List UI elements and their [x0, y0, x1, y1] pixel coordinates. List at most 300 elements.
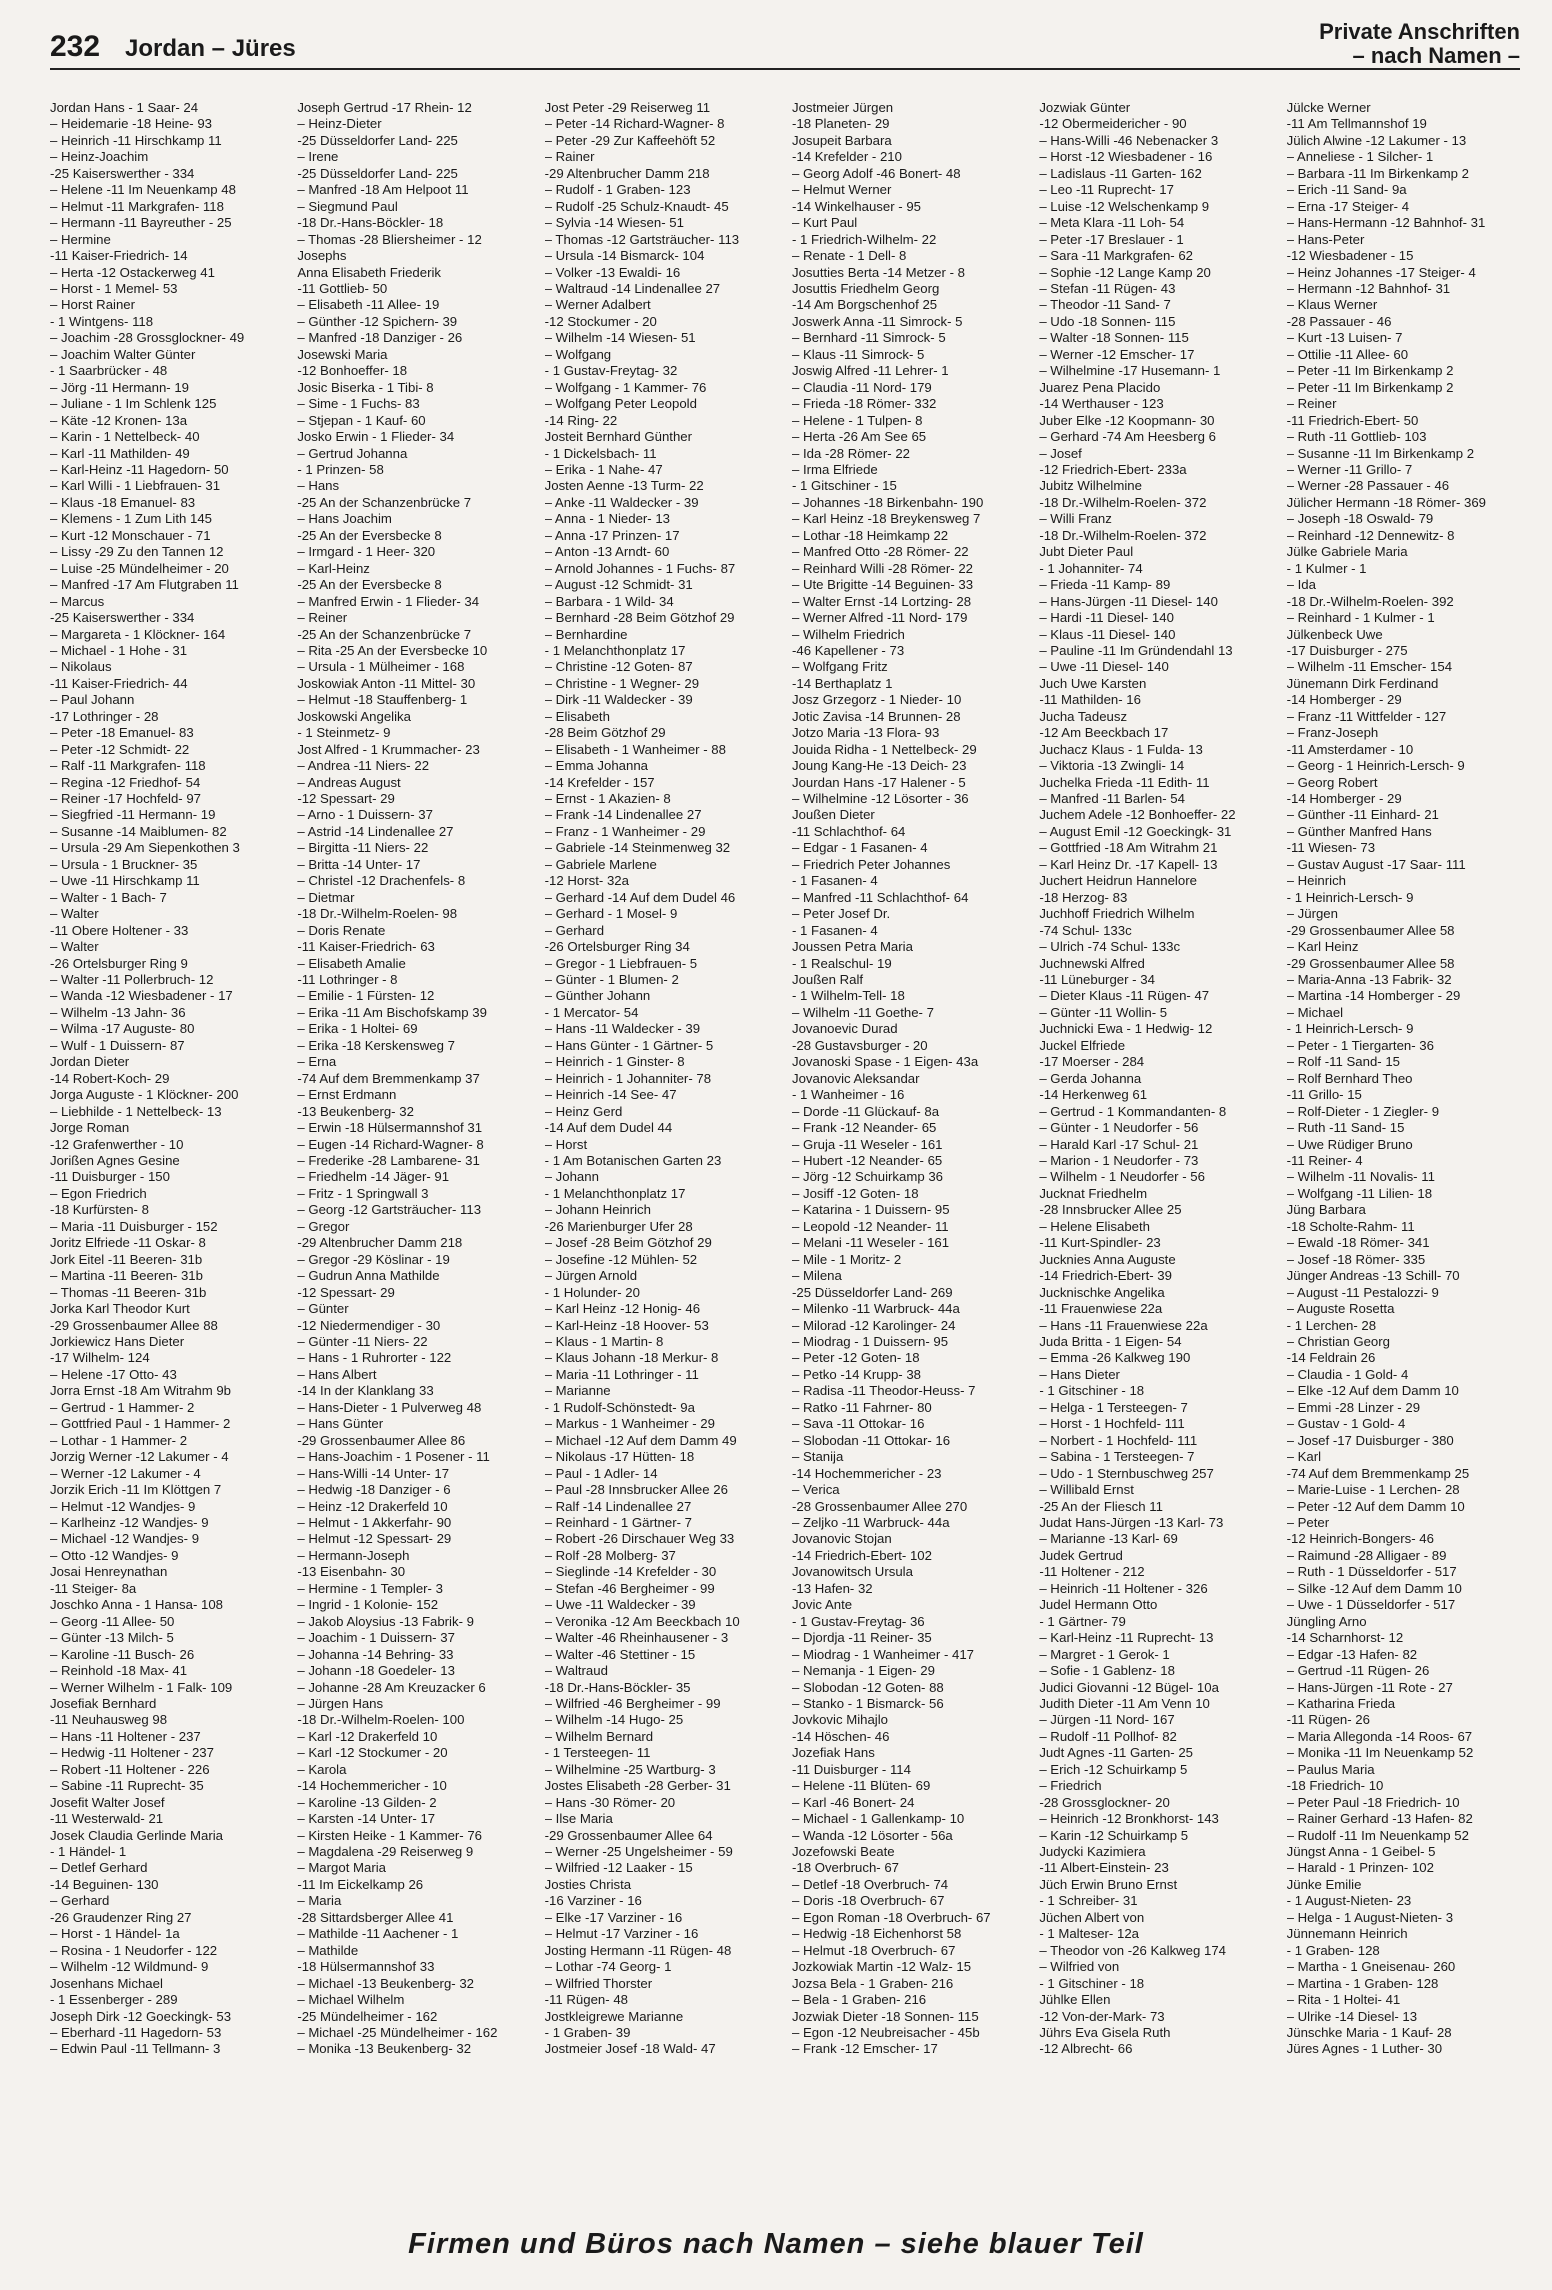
- directory-entry-line: - 1 Händel- 1: [50, 1844, 127, 1860]
- directory-entry-line: – Willibald Ernst: [1039, 1482, 1134, 1498]
- directory-entry-line: – Thomas -12 Gartsträucher- 113: [544, 231, 740, 247]
- directory-entry-line: – Barbara - 1 Wild- 34: [544, 593, 674, 609]
- directory-entry-line: – Marion - 1 Neudorfer - 73: [1039, 1153, 1199, 1168]
- directory-entry-line: Jünke Emilie: [1286, 1876, 1362, 1892]
- directory-entry-line: – Heinrich - 1 Johanniter- 78: [544, 1070, 712, 1086]
- directory-entry-line: – Gustav - 1 Gold- 4: [1286, 1416, 1406, 1432]
- directory-entry-line: -11 Mathilden- 16: [1039, 692, 1141, 708]
- directory-entry-line: -11 Lothringer - 8: [297, 972, 398, 988]
- directory-entry-line: – Josef: [1039, 445, 1082, 461]
- directory-entry-line: Joswerk Anna -11 Simrock- 5: [791, 313, 963, 329]
- directory-entry-line: – Martina -11 Beeren- 31b: [50, 1268, 203, 1284]
- directory-entry-line: – Joseph -18 Oswald- 79: [1286, 511, 1434, 527]
- directory-entry-line: – Peter -14 Richard-Wagner- 8: [544, 116, 725, 132]
- directory-entry-line: – Günter -13 Milch- 5: [50, 1630, 174, 1646]
- directory-entry-line: -11 Rügen- 26: [1286, 1712, 1370, 1728]
- directory-entry-line: – Hans-Willi -46 Nebenacker 3: [1039, 132, 1219, 148]
- directory-entry-line: – Arno - 1 Duissern- 37: [297, 807, 433, 823]
- directory-entry-line: -25 An der Eversbecke 8: [297, 577, 442, 593]
- directory-entry-line: – Heinrich -11 Hirschkamp 11: [50, 132, 222, 148]
- directory-entry-line: – Peter Josef Dr.: [791, 906, 891, 922]
- directory-entry-line: – Josef -18 Römer- 335: [1286, 1251, 1426, 1267]
- directory-entry-line: -28 Grossglockner- 20: [1039, 1794, 1170, 1810]
- directory-entry-line: – Heinrich -11 Holtener - 326: [1039, 1580, 1208, 1596]
- directory-entry-line: – Rolf-Dieter - 1 Ziegler- 9: [1286, 1103, 1440, 1119]
- directory-entry-line: Jorißen Agnes Gesine: [50, 1153, 180, 1168]
- directory-entry-line: -26 Ortelsburger Ring 34: [544, 939, 690, 955]
- directory-entry-line: – Christian Georg: [1286, 1333, 1390, 1349]
- page-header: [50, 20, 1520, 70]
- directory-entry-line: -28 Innsbrucker Allee 25: [1039, 1202, 1182, 1218]
- directory-entry-line: – Hermine: [50, 231, 111, 247]
- directory-entry-line: -11 Kaiser-Friedrich- 63: [297, 939, 435, 955]
- directory-entry-line: – Luise -12 Welschenkamp 9: [1039, 198, 1210, 214]
- directory-entry-line: – Ernst - 1 Akazien- 8: [544, 791, 671, 807]
- directory-entry-line: - 1 Gustav-Freytag- 32: [544, 363, 678, 379]
- directory-entry-line: - 1 Gärtner- 79: [1039, 1613, 1126, 1629]
- directory-entry-line: – Gottfried -18 Am Witrahm 21: [1039, 840, 1218, 856]
- directory-entry-line: - 1 Malteser- 12a: [1039, 1926, 1139, 1942]
- directory-entry-line: – Miodrag - 1 Duissern- 95: [791, 1333, 949, 1349]
- directory-entry-line: - 1 Fasanen- 4: [791, 922, 878, 938]
- directory-entry-line: - 1 Heinrich-Lersch- 9: [1286, 889, 1414, 905]
- directory-entry-line: – Joachim Walter Günter: [50, 346, 196, 362]
- directory-entry-line: – Pauline -11 Im Gründendahl 13: [1039, 642, 1233, 658]
- directory-entry-line: – Robert -11 Holtener - 226: [50, 1761, 210, 1777]
- page-number: 232: [50, 30, 101, 63]
- directory-entry-line: Josupeit Barbara: [791, 132, 892, 148]
- directory-entry-line: – Edwin Paul -11 Tellmann- 3: [50, 2041, 221, 2057]
- directory-entry-line: - 1 Gitschiner - 18: [1039, 1383, 1145, 1399]
- directory-entry-line: – Walter -46 Stettiner - 15: [544, 1646, 696, 1662]
- directory-entry-line: – Günter - 1 Neudorfer - 56: [1039, 1120, 1199, 1136]
- directory-entry-line: -11 Neuhausweg 98: [50, 1712, 168, 1728]
- directory-entry-line: – Manfred -18 Am Helpoot 11: [297, 182, 469, 198]
- directory-entry-line: – Maria: [297, 1893, 342, 1909]
- directory-entry-line: -18 Overbruch- 67: [791, 1860, 899, 1876]
- directory-entry-line: – Franz - 1 Wanheimer - 29: [544, 823, 706, 839]
- directory-entry-line: Jubt Dieter Paul: [1039, 544, 1134, 560]
- directory-entry-line: Jorka Karl Theodor Kurt: [50, 1301, 190, 1317]
- directory-entry-line: – Georg Adolf -46 Bonert- 48: [791, 165, 961, 181]
- directory-entry-line: – Helmut -12 Spessart- 29: [297, 1531, 452, 1547]
- directory-entry-line: – Hans-Dieter - 1 Pulverweg 48: [297, 1399, 482, 1415]
- directory-entry-line: -11 Steiger- 8a: [50, 1580, 137, 1596]
- directory-entry-line: -17 Moerser - 284: [1039, 1054, 1145, 1070]
- directory-entry-line: Josenhans Michael: [50, 1975, 163, 1991]
- directory-entry-line: – Hardi -11 Diesel- 140: [1039, 610, 1174, 626]
- directory-entry-line: Jubitz Wilhelmine: [1039, 478, 1142, 494]
- directory-entry-line: Josewski Maria: [297, 346, 388, 362]
- directory-entry-line: – Wolfgang -11 Lilien- 18: [1286, 1185, 1433, 1201]
- directory-entry-line: – Günther Johann: [544, 988, 651, 1004]
- section-title-line2: – nach Namen –: [1352, 43, 1520, 68]
- directory-entry-line: – Liebhilde - 1 Nettelbeck- 13: [50, 1103, 222, 1119]
- directory-entry-line: – Stanija: [791, 1449, 844, 1465]
- directory-entry-line: – Walter -46 Rheinhausener - 3: [544, 1630, 729, 1646]
- directory-entry-line: – Karl Willi - 1 Liebfrauen- 31: [50, 478, 221, 494]
- directory-entry-line: – Bernhard -28 Beim Götzhof 29: [544, 610, 735, 626]
- directory-entry-line: – Wilhelmine -17 Husemann- 1: [1039, 363, 1221, 379]
- directory-entry-line: – Siegfried -11 Hermann- 19: [50, 807, 216, 823]
- directory-entry-line: – Helene -17 Otto- 43: [50, 1366, 177, 1382]
- directory-entry-line: - 1 Am Botanischen Garten 23: [544, 1153, 722, 1168]
- directory-entry-line: Jüngst Anna - 1 Geibel- 5: [1286, 1844, 1436, 1860]
- directory-entry-line: – Lothar - 1 Hammer- 2: [50, 1432, 188, 1448]
- directory-entry-line: - 1 Johanniter- 74: [1039, 560, 1143, 576]
- directory-entry-line: – Heinrich -12 Bronkhorst- 143: [1039, 1811, 1219, 1827]
- directory-entry-line: – Melani -11 Weseler - 161: [791, 1235, 950, 1251]
- directory-entry-line: Juber Elke -12 Koopmann- 30: [1039, 412, 1215, 428]
- directory-entry-line: -12 Spessart- 29: [297, 791, 395, 807]
- directory-entry-line: Juda Britta - 1 Eigen- 54: [1039, 1333, 1182, 1349]
- directory-entry-line: -28 Gustavsburger - 20: [791, 1037, 928, 1053]
- directory-entry-line: – Gerda Johanna: [1039, 1070, 1142, 1086]
- directory-entry-line: – Juliane - 1 Im Schlenk 125: [50, 396, 217, 412]
- directory-entry-line: Jünschke Maria - 1 Kauf- 28: [1286, 2025, 1452, 2041]
- directory-entry-line: – Herta -26 Am See 65: [791, 429, 927, 445]
- directory-entry-line: -25 Düsseldorfer Land- 225: [297, 132, 458, 148]
- directory-entry-line: – Heinz-Dieter: [297, 116, 382, 132]
- directory-entry-line: – Elisabeth -11 Allee- 19: [297, 297, 440, 313]
- directory-entry-line: – Jörg -11 Hermann- 19: [50, 379, 190, 395]
- directory-entry-line: – Peter -17 Breslauer - 1: [1039, 231, 1184, 247]
- directory-entry-line: Jülke Gabriele Maria: [1286, 544, 1408, 560]
- directory-entry-line: – Willi Franz: [1039, 511, 1112, 527]
- directory-entry-line: Judel Hermann Otto: [1039, 1597, 1158, 1613]
- directory-entry-line: – Karoline -11 Busch- 26: [50, 1646, 195, 1662]
- directory-entry-line: Jorra Ernst -18 Am Witrahm 9b: [50, 1383, 232, 1399]
- directory-entry-line: – Karl: [1286, 1449, 1322, 1465]
- directory-entry-line: – Gertrud -11 Rügen- 26: [1286, 1663, 1430, 1679]
- directory-entry-line: – Margareta - 1 Klöckner- 164: [50, 626, 226, 642]
- directory-entry-line: – Mile - 1 Moritz- 2: [791, 1251, 902, 1267]
- directory-entry-line: – Bela - 1 Graben- 216: [791, 1992, 927, 2008]
- directory-entry-line: -12 Stockumer - 20: [544, 313, 657, 329]
- directory-entry-line: – Waltraud -14 Lindenallee 27: [544, 280, 721, 296]
- directory-entry-line: – Reiner -17 Hochfeld- 97: [50, 791, 202, 807]
- directory-entry-line: – Uwe -11 Hirschkamp 11: [50, 873, 200, 889]
- directory-entry-line: – Jakob Aloysius -13 Fabrik- 9: [297, 1613, 474, 1629]
- directory-entry-line: Juchnicki Ewa - 1 Hedwig- 12: [1039, 1021, 1213, 1037]
- directory-entry-line: – Hans Günter: [297, 1416, 384, 1432]
- directory-entry-line: – Milenko -11 Warbruck- 44a: [791, 1301, 960, 1317]
- directory-entry-line: – Sabine -11 Ruprecht- 35: [50, 1778, 204, 1794]
- directory-entry-line: -12 Grafenwerther - 10: [50, 1136, 184, 1152]
- directory-entry-line: -11 Obere Holtener - 33: [50, 922, 189, 938]
- directory-entry-line: -12 Bonhoeffer- 18: [297, 363, 408, 379]
- directory-entry-line: – Wolfgang: [544, 346, 612, 362]
- directory-entry-line: – Walter: [50, 906, 99, 922]
- directory-entry-line: -25 Düsseldorfer Land- 269: [791, 1284, 953, 1300]
- directory-entry-line: – Claudia -11 Nord- 179: [791, 379, 932, 395]
- directory-entry-line: -11 Albert-Einstein- 23: [1039, 1860, 1169, 1876]
- directory-entry-line: Josek Claudia Gerlinde Maria: [50, 1827, 223, 1843]
- directory-entry-line: Joschko Anna - 1 Hansa- 108: [50, 1597, 224, 1613]
- directory-entry-line: – Marie-Luise - 1 Lerchen- 28: [1286, 1482, 1460, 1498]
- directory-entry-line: – Kurt -12 Monschauer - 71: [50, 527, 211, 543]
- directory-entry-line: Jorzik Erich -11 Im Klöttgen 7: [50, 1482, 222, 1498]
- directory-entry-line: Jostkleigrewe Marianne: [544, 2008, 684, 2024]
- directory-entry-line: – Wilhelmine -25 Wartburg- 3: [544, 1761, 716, 1777]
- directory-entry-line: – Reinhold -18 Max- 41: [50, 1663, 188, 1679]
- directory-entry-line: Jüng Barbara: [1286, 1202, 1366, 1218]
- directory-entry-line: Josic Biserka - 1 Tibi- 8: [297, 379, 434, 395]
- directory-entry-line: – Käte -12 Kronen- 13a: [50, 412, 188, 428]
- directory-entry-line: Joußen Dieter: [791, 807, 875, 823]
- directory-entry-line: -11 Kurt-Spindler- 23: [1039, 1235, 1161, 1251]
- directory-entry-line: Joseph Dirk -12 Goeckingk- 53: [50, 2008, 232, 2024]
- directory-entry-line: – Jürgen: [1286, 906, 1338, 922]
- directory-entry-line: – Wanda -12 Wiesbadener - 17: [50, 988, 233, 1004]
- directory-entry-line: -11 Kaiser-Friedrich- 44: [50, 675, 188, 691]
- directory-entry-line: – Johanna -14 Behring- 33: [297, 1646, 454, 1662]
- directory-entry-line: – Erna: [297, 1054, 337, 1070]
- directory-entry-line: – Michael - 1 Hohe - 31: [50, 642, 188, 658]
- directory-entry-line: -74 Auf dem Bremmenkamp 25: [1286, 1465, 1470, 1481]
- directory-entry-line: – Irma Elfriede: [791, 461, 878, 477]
- directory-entry-line: – Luise -25 Mündelheimer - 20: [50, 560, 229, 576]
- directory-entry-line: – Elisabeth Amalie: [297, 955, 406, 971]
- directory-entry-line: Jorga Auguste - 1 Klöckner- 200: [50, 1087, 239, 1103]
- directory-entry-line: – Horst - 1 Hochfeld- 111: [1039, 1416, 1185, 1432]
- directory-column-2: [297, 100, 530, 2150]
- directory-entry-line: – Hubert -12 Neander- 65: [791, 1153, 943, 1168]
- directory-entry-line: – Friedhelm -14 Jäger- 91: [297, 1169, 450, 1185]
- directory-entry-line: -29 Grossenbaumer Allee 58: [1286, 922, 1455, 938]
- directory-entry-line: – Egon Friedrich: [50, 1185, 147, 1201]
- directory-entry-line: Jovanoevic Durad: [791, 1021, 898, 1037]
- directory-entry-line: – Georg - 1 Heinrich-Lersch- 9: [1286, 758, 1465, 774]
- directory-entry-line: Jovanovic Stojan: [791, 1531, 892, 1547]
- directory-entry-line: Jorkiewicz Hans Dieter: [50, 1333, 185, 1349]
- directory-entry-line: – Rolf -11 Sand- 15: [1286, 1054, 1401, 1070]
- directory-entry-line: Juch Uwe Karsten: [1039, 675, 1147, 691]
- directory-entry-line: – Stjepan - 1 Kauf- 60: [297, 412, 426, 428]
- directory-entry-line: – Slobodan -12 Goten- 88: [791, 1679, 944, 1695]
- directory-entry-line: -29 Grossenbaumer Allee 64: [544, 1827, 713, 1843]
- directory-entry-line: -14 Krefelder - 210: [791, 149, 902, 165]
- directory-entry-line: – Gerhard -74 Am Heesberg 6: [1039, 429, 1216, 445]
- directory-entry-line: – Paulus Maria: [1286, 1761, 1375, 1777]
- directory-entry-line: – Ursula -14 Bismarck- 104: [544, 248, 705, 264]
- directory-entry-line: – Paul - 1 Adler- 14: [544, 1465, 658, 1481]
- directory-entry-line: – Peter -18 Emanuel- 83: [50, 725, 194, 741]
- directory-entry-line: – Hermine - 1 Templer- 3: [297, 1580, 443, 1596]
- directory-entry-line: Joskowski Angelika: [297, 708, 411, 724]
- directory-entry-line: Jovanowitsch Ursula: [791, 1564, 913, 1580]
- directory-entry-line: – Barbara -11 Im Birkenkamp 2: [1286, 165, 1469, 181]
- directory-entry-line: – Ratko -11 Fahrner- 80: [791, 1399, 932, 1415]
- directory-entry-line: – Johann: [544, 1169, 599, 1185]
- directory-entry-line: – Gertrud - 1 Hammer- 2: [50, 1399, 195, 1415]
- directory-entry-line: – Wilfried von: [1039, 1959, 1120, 1975]
- directory-entry-line: – Anke -11 Waldecker - 39: [544, 494, 699, 510]
- directory-entry-line: – Karl-Heinz: [297, 560, 370, 576]
- directory-entry-line: – Heidemarie -18 Heine- 93: [50, 116, 212, 132]
- directory-entry-line: – Viktoria -13 Zwingli- 14: [1039, 758, 1185, 774]
- directory-entry-line: – Margot Maria: [297, 1860, 387, 1876]
- directory-entry-line: Jostmeier Jürgen: [791, 100, 894, 115]
- directory-entry-line: – Ute Brigitte -14 Beguinen- 33: [791, 577, 974, 593]
- directory-entry-line: – Helga - 1 Tersteegen- 7: [1039, 1399, 1188, 1415]
- directory-entry-line: Jucknischke Angelika: [1039, 1284, 1165, 1300]
- directory-entry-line: – Wilhelm -14 Wiesen- 51: [544, 330, 696, 346]
- directory-entry-line: -11 Friedrich-Ebert- 50: [1286, 412, 1419, 428]
- directory-entry-line: – Rita - 1 Holtei- 41: [1286, 1992, 1401, 2008]
- directory-entry-line: – Walter: [50, 939, 99, 955]
- directory-entry-line: – Rosina - 1 Neudorfer - 122: [50, 1942, 218, 1958]
- directory-entry-line: – Frieda -11 Kamp- 89: [1039, 577, 1171, 593]
- directory-columns: [50, 100, 1520, 2150]
- directory-entry-line: – Nikolaus -17 Hütten- 18: [544, 1449, 695, 1465]
- directory-entry-line: -18 Hülsermannshof 33: [297, 1959, 435, 1975]
- directory-entry-line: – Walter -11 Pollerbruch- 12: [50, 972, 214, 988]
- directory-entry-line: – Rainer Gerhard -13 Hafen- 82: [1286, 1811, 1473, 1827]
- directory-entry-line: – Miodrag - 1 Wanheimer - 417: [791, 1646, 975, 1662]
- directory-entry-line: – Gudrun Anna Mathilde: [297, 1268, 440, 1284]
- directory-entry-line: – Ralf -14 Lindenallee 27: [544, 1498, 692, 1514]
- directory-entry-line: – Doris Renate: [297, 922, 386, 938]
- directory-entry-line: -74 Auf dem Bremmenkamp 37: [297, 1070, 480, 1086]
- directory-entry-line: – Reiner: [297, 610, 348, 626]
- directory-entry-line: – Wulf - 1 Duissern- 87: [50, 1037, 185, 1053]
- directory-entry-line: -14 Hochemmericher - 10: [297, 1778, 447, 1794]
- directory-entry-line: – Arnold Johannes - 1 Fuchs- 87: [544, 560, 736, 576]
- directory-entry-line: - 1 Lerchen- 28: [1286, 1317, 1377, 1333]
- directory-entry-line: -14 Am Borgschenhof 25: [791, 297, 938, 313]
- directory-entry-line: – Irmgard - 1 Heer- 320: [297, 544, 436, 560]
- directory-entry-line: Jostes Elisabeth -28 Gerber- 31: [544, 1778, 731, 1794]
- directory-entry-line: – Dirk -11 Waldecker - 39: [544, 692, 693, 708]
- directory-entry-line: – Reinhard - 1 Gärtner- 7: [544, 1514, 692, 1530]
- directory-entry-line: – Ladislaus -11 Garten- 162: [1039, 165, 1202, 181]
- directory-entry-line: – Monika -11 Im Neuenkamp 52: [1286, 1745, 1474, 1761]
- directory-entry-line: – Wilhelm Friedrich: [791, 626, 905, 642]
- directory-entry-line: -11 Reiner- 4: [1286, 1153, 1363, 1168]
- directory-entry-line: – Otto -12 Wandjes- 9: [50, 1547, 179, 1563]
- directory-entry-line: – Michael -12 Wandjes- 9: [50, 1531, 200, 1547]
- directory-entry-line: – Peter Paul -18 Friedrich- 10: [1286, 1794, 1460, 1810]
- directory-entry-line: – Karl Heinz -12 Honig- 46: [544, 1301, 701, 1317]
- directory-entry-line: – Gerhard -14 Auf dem Dudel 46: [544, 889, 736, 905]
- directory-entry-line: - 1 Gustav-Freytag- 36: [791, 1613, 925, 1629]
- directory-entry-line: – Hans Albert: [297, 1366, 377, 1382]
- directory-entry-line: Joskowiak Anton -11 Mittel- 30: [297, 675, 476, 691]
- directory-entry-line: – Rudolf - 1 Graben- 123: [544, 182, 691, 198]
- directory-entry-line: – Ottilie -11 Allee- 60: [1286, 346, 1409, 362]
- directory-entry-line: – Manfred -17 Am Flutgraben 11: [50, 577, 239, 593]
- directory-entry-line: – Katharina Frieda: [1286, 1695, 1396, 1711]
- directory-entry-line: -11 Im Eickelkamp 26: [297, 1876, 424, 1892]
- directory-entry-line: Jozwiak Günter: [1039, 100, 1131, 115]
- directory-entry-line: – Wilhelm -12 Wildmund- 9: [50, 1959, 209, 1975]
- directory-entry-line: – Hermann -11 Bayreuther - 25: [50, 215, 232, 231]
- directory-entry-line: – Raimund -28 Alligaer - 89: [1286, 1547, 1447, 1563]
- directory-entry-line: -11 Frauenwiese 22a: [1039, 1301, 1163, 1317]
- directory-entry-line: Jorzig Werner -12 Lakumer - 4: [50, 1449, 229, 1465]
- directory-entry-line: -13 Beukenberg- 32: [297, 1103, 414, 1119]
- directory-entry-line: -29 Grossenbaumer Allee 58: [1286, 955, 1455, 971]
- directory-entry-line: – Ruth - 1 Düsseldorfer - 517: [1286, 1564, 1457, 1580]
- directory-entry-line: – Dietmar: [297, 889, 355, 905]
- directory-entry-line: -18 Dr.-Wilhelm-Roelen- 98: [297, 906, 458, 922]
- directory-entry-line: – Gregor: [297, 1218, 350, 1234]
- directory-entry-line: – Frieda -18 Römer- 332: [791, 396, 937, 412]
- directory-entry-line: -13 Hafen- 32: [791, 1580, 873, 1596]
- directory-entry-line: -11 Wiesen- 73: [1286, 840, 1376, 856]
- directory-entry-line: Josten Aenne -13 Turm- 22: [544, 478, 704, 494]
- directory-entry-line: – Petko -14 Krupp- 38: [791, 1366, 922, 1382]
- directory-entry-line: – Franz -11 Wittfelder - 127: [1286, 708, 1447, 724]
- directory-entry-line: – Manfred -11 Schlachthof- 64: [791, 889, 969, 905]
- directory-entry-line: - 1 Dickelsbach- 11: [544, 445, 657, 461]
- directory-entry-line: – Lissy -29 Zu den Tannen 12: [50, 544, 224, 560]
- directory-entry-line: – Peter -11 Im Birkenkamp 2: [1286, 379, 1454, 395]
- directory-entry-line: – Frank -12 Neander- 65: [791, 1120, 937, 1136]
- directory-entry-line: Jovic Ante: [791, 1597, 853, 1613]
- directory-entry-line: – Karl -46 Bonert- 24: [791, 1794, 915, 1810]
- directory-entry-line: – Helmut -18 Overbruch- 67: [791, 1942, 956, 1958]
- directory-entry-line: – Edgar -13 Hafen- 82: [1286, 1646, 1418, 1662]
- directory-entry-line: – Walter - 1 Bach- 7: [50, 889, 167, 905]
- directory-entry-line: – Nemanja - 1 Eigen- 29: [791, 1663, 935, 1679]
- directory-entry-line: – Anton -13 Arndt- 60: [544, 544, 670, 560]
- directory-entry-line: – Renate - 1 Dell- 8: [791, 248, 907, 264]
- directory-entry-line: – Susanne -14 Maiblumen- 82: [50, 823, 227, 839]
- directory-entry-line: – Ingrid - 1 Kolonie- 152: [297, 1597, 439, 1613]
- directory-entry-line: - 1 Steinmetz- 9: [297, 725, 391, 741]
- directory-entry-line: – Horst Rainer: [50, 297, 136, 313]
- directory-entry-line: – Peter -29 Zur Kaffeehöft 52: [544, 132, 716, 148]
- directory-entry-line: – Rudolf -25 Schulz-Knaudt- 45: [544, 198, 729, 214]
- directory-entry-line: -18 Planeten- 29: [791, 116, 890, 132]
- directory-entry-line: - 1 Heinrich-Lersch- 9: [1286, 1021, 1414, 1037]
- directory-entry-line: – Stefan -11 Rügen- 43: [1039, 280, 1176, 296]
- directory-entry-line: -26 Ortelsburger Ring 9: [50, 955, 188, 971]
- directory-entry-line: -12 Heinrich-Bongers- 46: [1286, 1531, 1434, 1547]
- directory-entry-line: – Marcus: [50, 593, 105, 609]
- directory-entry-line: -18 Kurfürsten- 8: [50, 1202, 149, 1218]
- directory-entry-line: – Radisa -11 Theodor-Heuss- 7: [791, 1383, 976, 1399]
- directory-entry-line: – Uwe - 1 Düsseldorfer - 517: [1286, 1597, 1456, 1613]
- directory-entry-line: – Helmut - 1 Akkerfahr- 90: [297, 1514, 452, 1530]
- directory-entry-line: - 1 Wintgens- 118: [50, 313, 154, 329]
- directory-entry-line: -25 An der Fliesch 11: [1039, 1498, 1163, 1514]
- directory-entry-line: – Paul Johann: [50, 692, 135, 708]
- directory-entry-line: – Magdalena -29 Reiserweg 9: [297, 1844, 474, 1860]
- directory-entry-line: – Milorad -12 Karolinger- 24: [791, 1317, 956, 1333]
- directory-entry-line: – Reinhard - 1 Kulmer - 1: [1286, 610, 1435, 626]
- directory-entry-line: – Günther Manfred Hans: [1286, 823, 1432, 839]
- directory-entry-line: Jovanoski Spase - 1 Eigen- 43a: [791, 1054, 979, 1070]
- directory-entry-line: – Ernst Erdmann: [297, 1087, 397, 1103]
- directory-entry-line: -18 Dr.-Wilhelm-Roelen- 372: [1039, 494, 1207, 510]
- directory-entry-line: - 1 Mercator- 54: [544, 1004, 639, 1020]
- directory-entry-line: - 1 Melanchthonplatz 17: [544, 642, 686, 658]
- directory-entry-line: Jülcke Werner: [1286, 100, 1371, 115]
- directory-entry-line: – Wilfried -12 Laaker - 15: [544, 1860, 693, 1876]
- directory-entry-line: -14 Beguinen- 130: [50, 1876, 159, 1892]
- directory-entry-line: – Emilie - 1 Fürsten- 12: [297, 988, 435, 1004]
- directory-entry-line: – Karoline -13 Gilden- 2: [297, 1794, 437, 1810]
- directory-entry-line: – Werner Wilhelm - 1 Falk- 109: [50, 1679, 233, 1695]
- directory-entry-line: – Erika -11 Am Bischofskamp 39: [297, 1004, 487, 1020]
- directory-entry-line: – Erich -12 Schuirkamp 5: [1039, 1761, 1188, 1777]
- directory-entry-line: -26 Marienburger Ufer 28: [544, 1218, 693, 1234]
- directory-entry-line: -18 Scholte-Rahm- 11: [1286, 1218, 1415, 1234]
- directory-entry-line: -18 Dr.-Hans-Böckler- 18: [297, 215, 444, 231]
